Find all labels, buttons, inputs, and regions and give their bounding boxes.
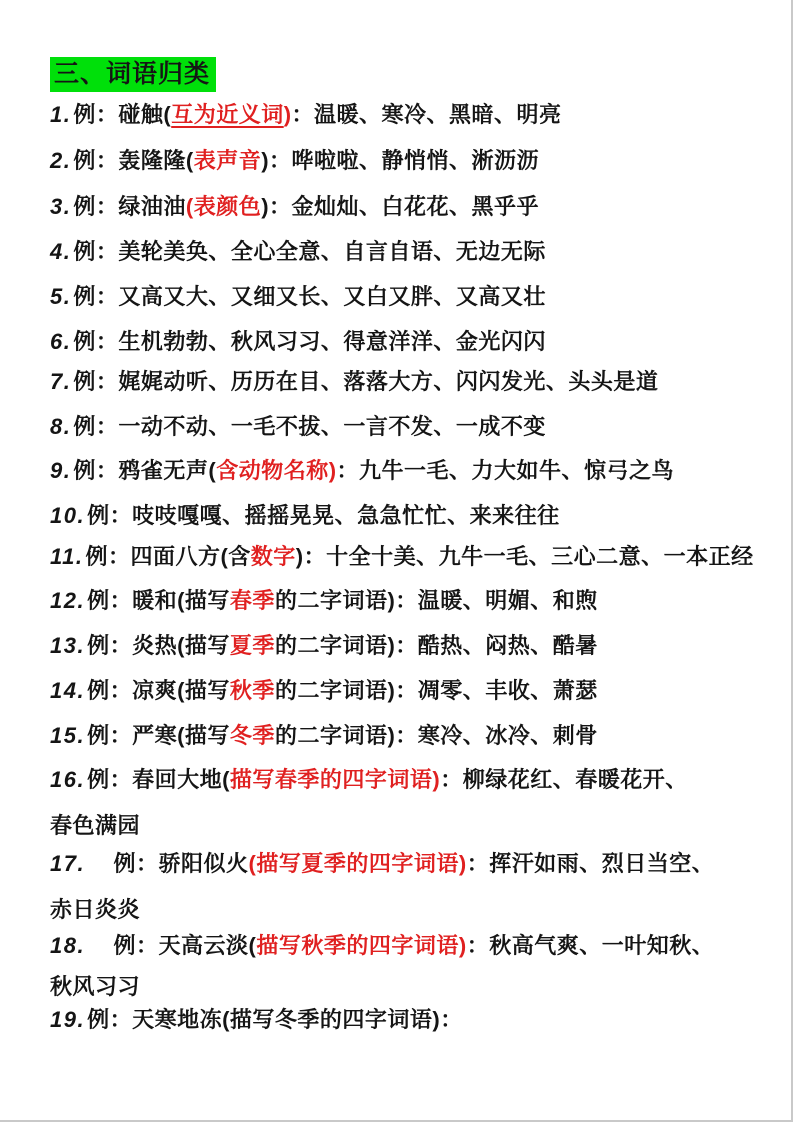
segment-red: 夏季 xyxy=(229,633,275,658)
segment-red: 含动物名称) xyxy=(216,458,337,483)
segment-text: 的二字词语)：酷热、闷热、酷暑 xyxy=(274,633,598,658)
item-2 xyxy=(50,149,757,173)
segment-text: 例：美轮美奂、全心全意、自言自语、无边无际 xyxy=(73,239,546,264)
segment-text: 的二字词语)：寒冷、冰冷、刺骨 xyxy=(274,723,598,748)
segment-text: 例：严寒(描写 xyxy=(87,723,230,748)
item-17 xyxy=(50,852,757,876)
segment-num: 8. xyxy=(50,414,72,439)
segment-text: 例：四面八方(含 xyxy=(85,544,251,569)
segment-num: 14. xyxy=(50,678,86,703)
item-16-cont xyxy=(50,814,757,838)
segment-text: 例：碰触( xyxy=(73,102,172,127)
segment-text: )：十全十美、九牛一毛、三心二意、一本正经 xyxy=(295,544,754,569)
segment-num: 16. xyxy=(50,767,86,792)
segment-text: 例：天寒地冻(描写冬季的四字词语)： xyxy=(87,1007,463,1032)
segment-text: 春色满园 xyxy=(50,813,141,838)
item-9 xyxy=(50,459,757,483)
item-5 xyxy=(50,285,757,309)
segment-text: 例：骄阳似火 xyxy=(87,851,249,876)
segment-text: ：九牛一毛、力大如牛、惊弓之鸟 xyxy=(336,458,675,483)
segment-red: 描写秋季的四字词语) xyxy=(256,933,467,958)
segment-num: 17. xyxy=(50,851,86,876)
segment-red: 秋季 xyxy=(229,678,275,703)
item-1 xyxy=(50,103,757,127)
segment-text: 的二字词语)：温暖、明媚、和煦 xyxy=(274,588,598,613)
section-title: 三、词语归类 xyxy=(50,57,216,92)
segment-red: ) xyxy=(283,102,292,127)
segment-red: (描写夏季的四字词语) xyxy=(248,851,467,876)
segment-num: 2. xyxy=(50,148,72,173)
segment-text: 例：一动不动、一毛不拔、一言不发、一成不变 xyxy=(73,414,546,439)
segment-text: 例：又高又大、又细又长、又白又胖、又高又壮 xyxy=(73,284,546,309)
segment-red: 描写春季的四字词语) xyxy=(229,767,441,792)
segment-num: 3. xyxy=(50,194,72,219)
segment-text: 例：暖和(描写 xyxy=(87,588,230,613)
segment-num: 13. xyxy=(50,633,86,658)
segment-num: 6. xyxy=(50,329,72,354)
item-18-cont xyxy=(50,975,757,999)
segment-num: 1. xyxy=(50,102,72,127)
segment-text: ：挥汗如雨、烈日当空、 xyxy=(466,851,715,876)
segment-red: 表声音 xyxy=(193,148,262,173)
segment-text: 赤日炎炎 xyxy=(50,897,141,922)
segment-text: ：温暖、寒冷、黑暗、明亮 xyxy=(291,102,562,127)
segment-text: )：金灿灿、白花花、黑乎乎 xyxy=(261,194,540,219)
segment-num: 4. xyxy=(50,239,72,264)
item-19 xyxy=(50,1008,757,1032)
item-14 xyxy=(50,679,757,703)
segment-num: 12. xyxy=(50,588,86,613)
segment-num: 5. xyxy=(50,284,72,309)
item-15 xyxy=(50,724,757,748)
segment-text: 例：春回大地( xyxy=(87,767,230,792)
segment-num: 19. xyxy=(50,1007,86,1032)
segment-text: 例：吱吱嘎嘎、摇摇晃晃、急急忙忙、来来往往 xyxy=(87,503,560,528)
item-6 xyxy=(50,330,757,354)
segment-num: 10. xyxy=(50,503,86,528)
item-7 xyxy=(50,370,757,394)
item-17-cont xyxy=(50,898,757,922)
segment-num: 11. xyxy=(50,544,84,569)
segment-text: )：哗啦啦、静悄悄、淅沥沥 xyxy=(261,148,540,173)
item-13 xyxy=(50,634,757,658)
segment-text: 例：生机勃勃、秋风习习、得意洋洋、金光闪闪 xyxy=(73,329,546,354)
item-11 xyxy=(50,545,757,569)
segment-text: 例：鸦雀无声( xyxy=(73,458,217,483)
item-3 xyxy=(50,195,757,219)
segment-text: 例：娓娓动听、历历在目、落落大方、闪闪发光、头头是道 xyxy=(73,369,659,394)
item-4 xyxy=(50,240,757,264)
item-10 xyxy=(50,504,757,528)
segment-text: 例：凉爽(描写 xyxy=(87,678,230,703)
content-lines xyxy=(50,103,757,1032)
segment-text: 例：炎热(描写 xyxy=(87,633,230,658)
segment-num: 18. xyxy=(50,933,86,958)
item-12 xyxy=(50,589,757,613)
segment-text: ：秋高气爽、一叶知秋、 xyxy=(466,933,715,958)
segment-red: 春季 xyxy=(229,588,275,613)
segment-red: 冬季 xyxy=(229,723,275,748)
segment-text: 例：轰隆隆( xyxy=(73,148,194,173)
segment-red: 数字 xyxy=(250,544,296,569)
segment-num: 9. xyxy=(50,458,72,483)
segment-text: 例：绿油油 xyxy=(73,194,186,219)
segment-text: 例：天高云淡( xyxy=(87,933,257,958)
segment-num: 7. xyxy=(50,369,72,394)
segment-red: (表颜色 xyxy=(185,194,262,219)
segment-num: 15. xyxy=(50,723,86,748)
segment-text: 秋风习习 xyxy=(50,974,141,999)
item-8 xyxy=(50,415,757,439)
item-16 xyxy=(50,768,757,792)
item-18 xyxy=(50,934,757,958)
segment-text: 的二字词语)：凋零、丰收、萧瑟 xyxy=(274,678,598,703)
segment-red-underline: 互为近义词 xyxy=(171,102,284,127)
segment-text: ：柳绿花红、春暖花开、 xyxy=(440,767,688,792)
